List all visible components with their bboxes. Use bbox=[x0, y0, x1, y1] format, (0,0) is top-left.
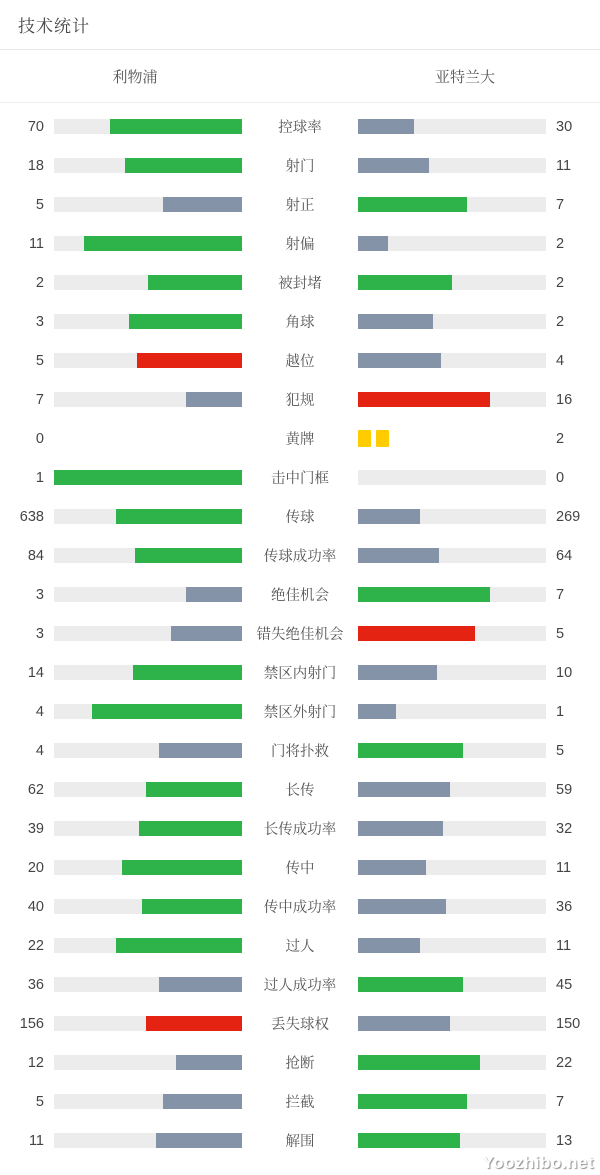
away-bar-fill bbox=[358, 587, 490, 602]
stat-label: 射门 bbox=[285, 159, 315, 175]
table-row bbox=[0, 263, 600, 302]
home-value: 70 bbox=[27, 118, 44, 135]
away-bar-fill bbox=[358, 743, 463, 758]
home-bar-fill bbox=[148, 275, 242, 290]
home-bar-fill bbox=[84, 236, 242, 251]
stat-label: 过人成功率 bbox=[263, 978, 337, 994]
home-bar-track bbox=[54, 587, 242, 602]
away-bar-track bbox=[358, 1055, 546, 1070]
home-bar-fill bbox=[156, 1133, 242, 1148]
away-value: 11 bbox=[556, 157, 572, 174]
stat-label: 射正 bbox=[285, 198, 315, 214]
home-value: 3 bbox=[35, 625, 44, 642]
table-row bbox=[0, 1082, 600, 1121]
away-value: 10 bbox=[556, 664, 573, 681]
table-row bbox=[0, 965, 600, 1004]
table-row bbox=[0, 1043, 600, 1082]
home-bar-track bbox=[54, 314, 242, 329]
table-row bbox=[0, 575, 600, 614]
away-bar-fill bbox=[358, 548, 439, 563]
stat-label: 禁区内射门 bbox=[263, 666, 337, 682]
home-bar-track bbox=[54, 626, 242, 641]
away-value: 2 bbox=[556, 274, 565, 291]
away-value: 30 bbox=[556, 118, 573, 135]
home-value: 638 bbox=[19, 508, 44, 525]
stat-label: 长传 bbox=[285, 783, 315, 799]
home-value: 5 bbox=[35, 196, 44, 213]
yellow-card-icon bbox=[376, 430, 389, 447]
home-bar-fill bbox=[116, 938, 242, 953]
table-row bbox=[0, 653, 600, 692]
home-value: 14 bbox=[27, 664, 44, 681]
away-bar-track bbox=[358, 899, 546, 914]
table-row bbox=[0, 419, 600, 458]
home-bar-track bbox=[54, 977, 242, 992]
home-yellow-cards bbox=[54, 431, 242, 446]
away-value: 45 bbox=[556, 976, 573, 993]
home-bar-track bbox=[54, 899, 242, 914]
away-bar-fill bbox=[358, 158, 429, 173]
away-value: 4 bbox=[556, 352, 565, 369]
away-bar-track bbox=[358, 977, 546, 992]
away-value: 11 bbox=[556, 859, 572, 876]
away-bar-track bbox=[358, 1094, 546, 1109]
home-value: 7 bbox=[35, 391, 44, 408]
table-row bbox=[0, 848, 600, 887]
stat-label: 门将扑救 bbox=[271, 744, 329, 760]
away-bar-track bbox=[358, 704, 546, 719]
away-bar-track bbox=[358, 197, 546, 212]
home-bar-fill bbox=[116, 509, 242, 524]
away-bar-track bbox=[358, 938, 546, 953]
home-bar-track bbox=[54, 1055, 242, 1070]
home-team-name: 利物浦 bbox=[112, 68, 158, 86]
away-value: 32 bbox=[556, 820, 573, 837]
stat-label: 拦截 bbox=[285, 1095, 315, 1111]
away-bar-track bbox=[358, 509, 546, 524]
watermark: Yoozhibo.net bbox=[482, 1153, 594, 1172]
home-value: 22 bbox=[27, 937, 44, 954]
away-bar-fill bbox=[358, 860, 426, 875]
away-team-name: 亚特兰大 bbox=[434, 68, 495, 86]
home-bar-fill bbox=[176, 1055, 242, 1070]
away-yellow-cards bbox=[358, 431, 546, 446]
away-value: 5 bbox=[556, 742, 565, 759]
away-bar-fill bbox=[358, 899, 446, 914]
page-header bbox=[0, 0, 600, 50]
away-bar-fill bbox=[358, 275, 452, 290]
away-bar-track bbox=[358, 860, 546, 875]
away-bar-track bbox=[358, 275, 546, 290]
away-bar-track bbox=[358, 1016, 546, 1031]
away-bar-track bbox=[358, 821, 546, 836]
home-bar-track bbox=[54, 860, 242, 875]
home-value: 4 bbox=[35, 742, 44, 759]
home-bar-fill bbox=[146, 782, 242, 797]
home-bar-track bbox=[54, 470, 242, 485]
home-bar-fill bbox=[186, 392, 242, 407]
away-value: 16 bbox=[556, 391, 573, 408]
home-value: 5 bbox=[35, 1093, 44, 1110]
table-row bbox=[0, 614, 600, 653]
away-bar-fill bbox=[358, 665, 437, 680]
home-value: 2 bbox=[35, 274, 44, 291]
home-bar-fill bbox=[129, 314, 242, 329]
home-value: 20 bbox=[27, 859, 44, 876]
home-bar-track bbox=[54, 782, 242, 797]
away-bar-track bbox=[358, 392, 546, 407]
yellow-card-icon bbox=[358, 430, 371, 447]
home-bar-fill bbox=[110, 119, 242, 134]
away-value: 269 bbox=[556, 508, 581, 525]
away-bar-track bbox=[358, 665, 546, 680]
stat-label: 射偏 bbox=[285, 237, 315, 253]
away-bar-track bbox=[358, 470, 546, 485]
home-bar-track bbox=[54, 275, 242, 290]
home-value: 12 bbox=[27, 1054, 44, 1071]
stat-label: 传中 bbox=[285, 861, 315, 877]
home-bar-fill bbox=[125, 158, 242, 173]
away-bar-fill bbox=[358, 626, 475, 641]
away-value: 7 bbox=[556, 1093, 565, 1110]
stat-label: 传中成功率 bbox=[263, 900, 337, 916]
home-value: 62 bbox=[27, 781, 44, 798]
home-value: 18 bbox=[27, 157, 44, 174]
table-row bbox=[0, 458, 600, 497]
away-bar-fill bbox=[358, 821, 443, 836]
home-bar-fill bbox=[186, 587, 242, 602]
home-value: 40 bbox=[27, 898, 44, 915]
away-value: 1 bbox=[556, 703, 565, 720]
away-bar-track bbox=[358, 548, 546, 563]
home-bar-fill bbox=[159, 743, 242, 758]
home-bar-fill bbox=[54, 470, 242, 485]
home-value: 39 bbox=[27, 820, 44, 837]
home-value: 84 bbox=[27, 547, 44, 564]
away-bar-fill bbox=[358, 1094, 467, 1109]
table-row bbox=[0, 1004, 600, 1043]
stat-label: 错失绝佳机会 bbox=[256, 627, 344, 643]
stat-label: 控球率 bbox=[278, 120, 322, 136]
home-value: 3 bbox=[35, 586, 44, 603]
home-bar-track bbox=[54, 353, 242, 368]
away-bar-track bbox=[358, 743, 546, 758]
home-value: 0 bbox=[35, 430, 44, 447]
table-row bbox=[0, 926, 600, 965]
table-row bbox=[0, 107, 600, 146]
stat-label: 丢失球权 bbox=[271, 1017, 329, 1033]
home-value: 11 bbox=[28, 235, 44, 252]
home-bar-fill bbox=[137, 353, 242, 368]
away-value: 13 bbox=[556, 1132, 573, 1149]
stat-label: 越位 bbox=[285, 354, 315, 370]
home-bar-track bbox=[54, 743, 242, 758]
away-value: 64 bbox=[556, 547, 573, 564]
away-bar-track bbox=[358, 1133, 546, 1148]
home-bar-fill bbox=[133, 665, 242, 680]
home-bar-track bbox=[54, 509, 242, 524]
table-row bbox=[0, 731, 600, 770]
home-bar-fill bbox=[92, 704, 242, 719]
away-value: 150 bbox=[556, 1015, 581, 1032]
stats-rows bbox=[0, 103, 600, 1160]
table-row bbox=[0, 302, 600, 341]
table-row bbox=[0, 341, 600, 380]
stat-label: 绝佳机会 bbox=[271, 588, 329, 604]
home-bar-track bbox=[54, 236, 242, 251]
table-row bbox=[0, 146, 600, 185]
home-bar-fill bbox=[139, 821, 242, 836]
away-bar-track bbox=[358, 587, 546, 602]
away-bar-fill bbox=[358, 704, 396, 719]
table-row bbox=[0, 770, 600, 809]
away-value: 5 bbox=[556, 625, 565, 642]
stat-label: 禁区外射门 bbox=[263, 705, 337, 721]
away-bar-fill bbox=[358, 197, 467, 212]
home-bar-fill bbox=[122, 860, 242, 875]
stat-label: 犯规 bbox=[285, 393, 315, 409]
away-bar-fill bbox=[358, 1055, 480, 1070]
away-value: 22 bbox=[556, 1054, 573, 1071]
stat-label: 角球 bbox=[285, 315, 315, 331]
away-bar-track bbox=[358, 236, 546, 251]
home-value: 1 bbox=[35, 469, 44, 486]
away-bar-fill bbox=[358, 977, 463, 992]
stat-label: 传球成功率 bbox=[263, 549, 337, 565]
stat-label: 长传成功率 bbox=[263, 822, 337, 838]
stat-label: 解围 bbox=[285, 1134, 315, 1150]
home-value: 11 bbox=[28, 1132, 44, 1149]
home-bar-track bbox=[54, 1133, 242, 1148]
home-bar-fill bbox=[163, 1094, 242, 1109]
table-row bbox=[0, 497, 600, 536]
home-bar-track bbox=[54, 665, 242, 680]
away-bar-fill bbox=[358, 1016, 450, 1031]
home-bar-fill bbox=[159, 977, 242, 992]
home-value: 156 bbox=[19, 1015, 44, 1032]
stat-label: 击中门框 bbox=[271, 471, 329, 487]
team-header-row bbox=[0, 50, 600, 103]
table-row bbox=[0, 380, 600, 419]
stat-label: 黄牌 bbox=[285, 432, 315, 448]
away-bar-fill bbox=[358, 119, 414, 134]
home-bar-track bbox=[54, 1016, 242, 1031]
home-bar-track bbox=[54, 821, 242, 836]
home-bar-fill bbox=[135, 548, 242, 563]
home-bar-track bbox=[54, 158, 242, 173]
home-bar-track bbox=[54, 119, 242, 134]
table-row bbox=[0, 887, 600, 926]
away-bar-fill bbox=[358, 353, 441, 368]
home-value: 5 bbox=[35, 352, 44, 369]
away-bar-fill bbox=[358, 509, 420, 524]
away-bar-fill bbox=[358, 314, 433, 329]
away-value: 7 bbox=[556, 586, 565, 603]
home-bar-track bbox=[54, 548, 242, 563]
away-bar-track bbox=[358, 626, 546, 641]
stat-label: 过人 bbox=[285, 939, 315, 955]
away-value: 0 bbox=[556, 469, 565, 486]
home-value: 4 bbox=[35, 703, 44, 720]
home-bar-track bbox=[54, 392, 242, 407]
away-bar-fill bbox=[358, 782, 450, 797]
table-row bbox=[0, 224, 600, 263]
away-value: 2 bbox=[556, 430, 565, 447]
away-bar-fill bbox=[358, 236, 388, 251]
table-row bbox=[0, 809, 600, 848]
away-bar-track bbox=[358, 119, 546, 134]
away-bar-track bbox=[358, 353, 546, 368]
table-row bbox=[0, 692, 600, 731]
away-value: 36 bbox=[556, 898, 573, 915]
stat-label: 传球 bbox=[285, 510, 315, 526]
away-bar-track bbox=[358, 314, 546, 329]
away-bar-track bbox=[358, 782, 546, 797]
away-bar-fill bbox=[358, 938, 420, 953]
away-value: 2 bbox=[556, 313, 565, 330]
home-bar-track bbox=[54, 1094, 242, 1109]
home-bar-fill bbox=[142, 899, 242, 914]
home-bar-fill bbox=[171, 626, 242, 641]
away-value: 11 bbox=[556, 937, 572, 954]
home-bar-fill bbox=[146, 1016, 242, 1031]
table-row bbox=[0, 185, 600, 224]
home-bar-track bbox=[54, 938, 242, 953]
away-value: 2 bbox=[556, 235, 565, 252]
away-value: 7 bbox=[556, 196, 565, 213]
stat-label: 抢断 bbox=[285, 1056, 315, 1072]
home-value: 3 bbox=[35, 313, 44, 330]
away-bar-track bbox=[358, 158, 546, 173]
stat-label: 被封堵 bbox=[278, 276, 322, 292]
home-bar-track bbox=[54, 704, 242, 719]
away-bar-fill bbox=[358, 392, 490, 407]
away-bar-fill bbox=[358, 1133, 460, 1148]
home-bar-fill bbox=[163, 197, 242, 212]
home-bar-track bbox=[54, 197, 242, 212]
table-row bbox=[0, 536, 600, 575]
away-value: 59 bbox=[556, 781, 573, 798]
page-title: 技术统计 bbox=[18, 17, 90, 36]
home-value: 36 bbox=[27, 976, 44, 993]
